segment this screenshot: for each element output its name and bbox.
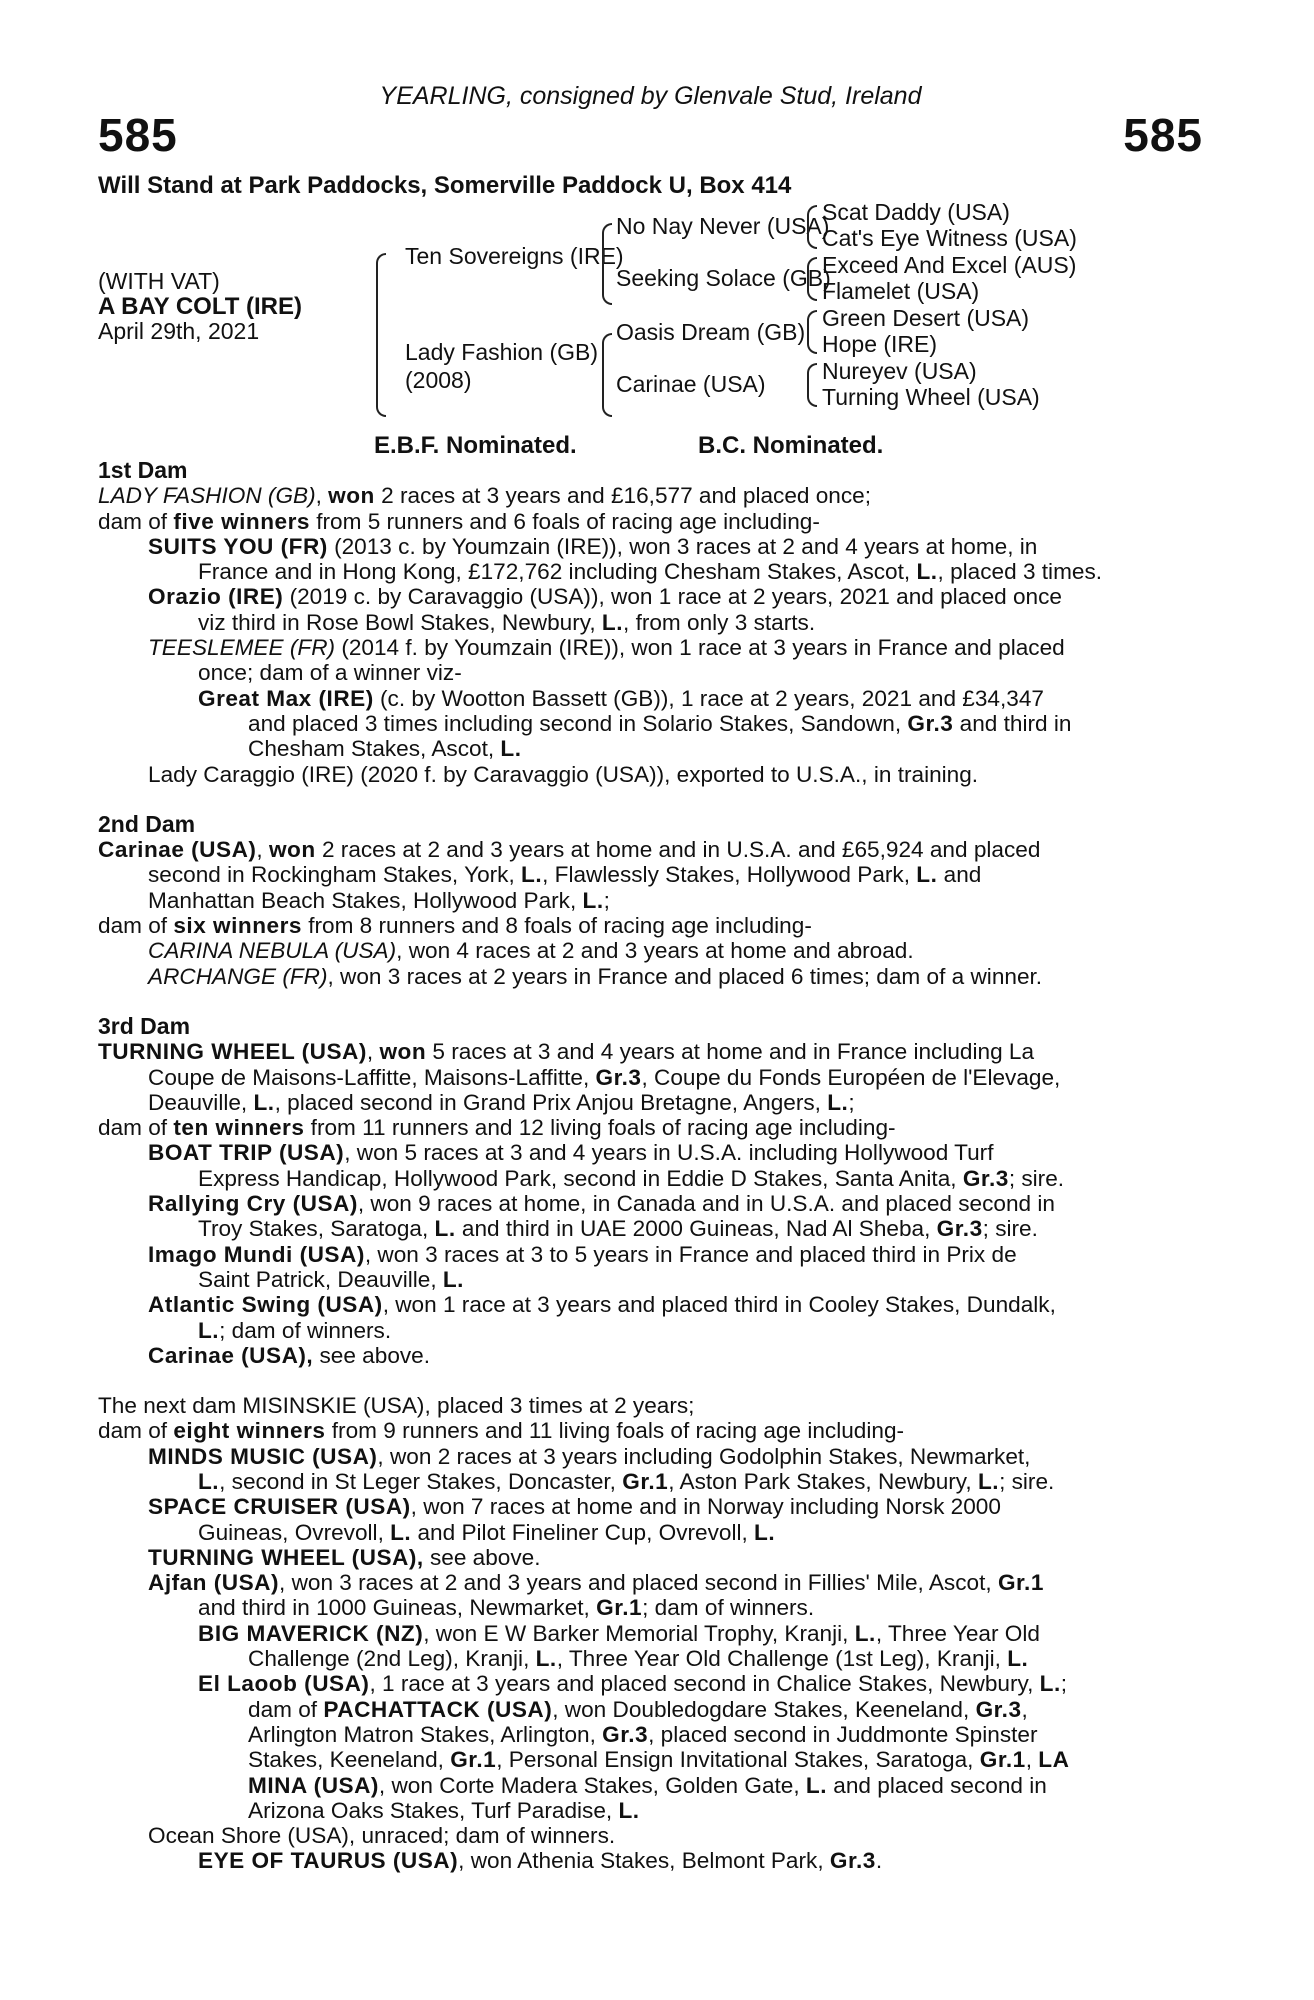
granddam-2: Flamelet (USA) bbox=[822, 278, 980, 304]
first-dam-heading: 1st Dam bbox=[98, 457, 188, 483]
sire-sire: No Nay Never (USA) bbox=[616, 213, 830, 239]
horse-name: A BAY COLT (IRE) bbox=[98, 293, 303, 320]
brace-g4 bbox=[807, 363, 817, 407]
dam: Lady Fashion (GB) bbox=[405, 339, 599, 365]
dam-sire: Oasis Dream (GB) bbox=[616, 319, 806, 345]
produce-great-max: Great Max (IRE) (c. by Wootton Bassett (GB)), 1 race at 2 years, 2021 and £34,347 and placed 3 times including second in Solario Stakes, Sandown, Gr.3 and third in Chesham Stakes, Ascot, L. bbox=[198, 685, 1072, 762]
brace-main bbox=[376, 253, 386, 417]
pedigree-table bbox=[98, 199, 1203, 430]
third-dam-produce: dam of ten winners from 11 runners and 12 living foals of racing age including- bbox=[98, 1115, 896, 1141]
grandsire-2: Exceed And Excel (AUS) bbox=[822, 252, 1077, 278]
produce-suits-you: SUITS YOU (FR) (2013 c. by Youmzain (IRE)), won 3 races at 2 and 4 years at home, in France and in Hong Kong, £172,762 including Chesham Stakes, Ascot, L., placed 3 times. bbox=[148, 533, 1103, 585]
produce-imago-mundi: Imago Mundi (USA), won 3 races at 3 to 5 years in France and placed third in Prix de Saint Patrick, Deauville, L. bbox=[148, 1241, 1017, 1292]
second-dam-record: Carinae (USA), won 2 races at 2 and 3 years at home and in U.S.A. and £65,924 and placed second in Rockingham Stakes, York, L., Flawlessly Stakes, Hollywood Park, L. and Manhattan Beach Stakes, Hollywood Park, L.; bbox=[98, 837, 1041, 913]
lot-number-left: 585 bbox=[98, 109, 178, 161]
produce-turning-wheel: TURNING WHEEL (USA), see above. bbox=[148, 1544, 541, 1570]
lot-number-right: 585 bbox=[1123, 109, 1203, 161]
brace-dam bbox=[602, 333, 612, 417]
produce-space-cruiser: SPACE CRUISER (USA), won 7 races at home and in Norway including Norsk 2000 Guineas, Ovrevoll, L. and Pilot Fineliner Cup, Ovrevoll, L. bbox=[148, 1494, 1001, 1545]
produce-rallying-cry: Rallying Cry (USA), won 9 races at home, in Canada and in U.S.A. and placed second in Troy Stakes, Saratoga, L. and third in UAE 2000 Guineas, Nad Al Sheba, Gr.3; sire. bbox=[148, 1191, 1055, 1242]
produce-boat-trip: BOAT TRIP (USA), won 5 races at 3 and 4 years in U.S.A. including Hollywood Turf Express Handicap, Hollywood Park, second in Eddie D Stakes, Santa Anita, Gr.3; sire. bbox=[148, 1140, 1065, 1191]
sire-dam: Seeking Solace (GB) bbox=[616, 265, 831, 291]
first-dam-record: LADY FASHION (GB), won 2 races at 3 years and £16,577 and placed once; bbox=[98, 483, 872, 509]
produce-atlantic-swing: Atlantic Swing (USA), won 1 race at 3 years and placed third in Cooley Stakes, Dundalk, L.; dam of winners. bbox=[148, 1292, 1056, 1343]
third-dam-heading: 3rd Dam bbox=[98, 1012, 191, 1039]
brace-g1 bbox=[807, 205, 817, 249]
granddam-1: Cat's Eye Witness (USA) bbox=[822, 225, 1077, 251]
granddam-3: Hope (IRE) bbox=[822, 331, 938, 357]
produce-el-laoob: El Laoob (USA), 1 race at 3 years and placed second in Chalice Stakes, Newbury, L.; dam of PACHATTACK (USA), won Doubledogdare Stakes, Keeneland, Gr.3, Arlington Matron Stakes, Arlington, Gr.3, placed second in Juddmonte Spinster Stakes, Keeneland, Gr.1, Personal Ensign Invitational Stakes, Saratoga, Gr.1, LA MINA (USA), won Corte Madera Stakes, Golden Gate, L. and placed second in Arizona Oaks Stakes, Turf Paradise, L. bbox=[198, 1671, 1070, 1823]
produce-big-maverick: BIG MAVERICK (NZ), won E W Barker Memorial Trophy, Kranji, L., Three Year Old Challenge (2nd Leg), Kranji, L., Three Year Old Challenge (1st Leg), Kranji, L. bbox=[198, 1620, 1040, 1672]
grandsire-3: Green Desert (USA) bbox=[822, 305, 1030, 331]
vat-label: (WITH VAT) bbox=[98, 268, 220, 294]
dam-year: (2008) bbox=[405, 367, 472, 393]
produce-ocean-shore: Ocean Shore (USA), unraced; dam of winners. bbox=[148, 1823, 616, 1849]
produce-teeslemee: TEESLEMEE (FR) (2014 f. by Youmzain (IRE)), won 1 race at 3 years in France and placed once; dam of a winner viz- bbox=[148, 635, 1065, 686]
second-dam-heading: 2nd Dam bbox=[98, 810, 196, 837]
produce-record bbox=[98, 458, 1203, 1874]
dam-dam: Carinae (USA) bbox=[616, 371, 766, 397]
produce-eye-of-taurus: EYE OF TAURUS (USA), won Athenia Stakes, Belmont Park, Gr.3. bbox=[198, 1848, 883, 1874]
foaling-date: April 29th, 2021 bbox=[98, 318, 260, 344]
produce-archange: ARCHANGE (FR), won 3 races at 2 years in France and placed 6 times; dam of a winner. bbox=[148, 963, 1043, 989]
stand-location: Will Stand at Park Paddocks, Somerville Paddock U, Box 414 bbox=[98, 172, 792, 199]
grandsire-4: Nureyev (USA) bbox=[822, 358, 977, 384]
second-dam-produce: dam of six winners from 8 runners and 8 foals of racing age including- bbox=[98, 913, 812, 939]
produce-orazio: Orazio (IRE) (2019 c. by Caravaggio (USA)), won 1 race at 2 years, 2021 and placed once viz third in Rose Bowl Stakes, Newbury, L., from only 3 starts. bbox=[148, 584, 1062, 635]
ebf-nomination: E.B.F. Nominated. bbox=[374, 432, 577, 459]
grandsire-1: Scat Daddy (USA) bbox=[822, 199, 1010, 225]
bc-nomination: B.C. Nominated. bbox=[698, 432, 884, 459]
consignment-line: YEARLING, consigned by Glenvale Stud, Ireland bbox=[379, 82, 922, 110]
third-dam-record: TURNING WHEEL (USA), won 5 races at 3 and 4 years at home and in France including La Coupe de Maisons-Laffitte, Maisons-Laffitte, Gr.3, Coupe du Fonds Européen de l'Elevage, Deauville, L., placed second in Grand Prix Anjou Bretagne, Angers, L.; bbox=[98, 1039, 1061, 1115]
produce-lady-caraggio: Lady Caraggio (IRE) (2020 f. by Caravaggio (USA)), exported to U.S.A., in training. bbox=[148, 761, 979, 787]
produce-ajfan: Ajfan (USA), won 3 races at 2 and 3 years and placed second in Fillies' Mile, Ascot, Gr.1 and third in 1000 Guineas, Newmarket, Gr.1; dam of winners. bbox=[148, 1570, 1044, 1621]
produce-carina-nebula: CARINA NEBULA (USA), won 4 races at 2 and 3 years at home and abroad. bbox=[148, 938, 914, 964]
brace-sire bbox=[602, 223, 612, 305]
produce-minds-music: MINDS MUSIC (USA), won 2 races at 3 years including Godolphin Stakes, Newmarket, L., second in St Leger Stakes, Doncaster, Gr.1, Aston Park Stakes, Newbury, L.; sire. bbox=[148, 1443, 1055, 1494]
produce-carinae: Carinae (USA), see above. bbox=[148, 1342, 431, 1368]
first-dam-produce: dam of five winners from 5 runners and 6 foals of racing age including- bbox=[98, 508, 820, 534]
granddam-4: Turning Wheel (USA) bbox=[822, 384, 1040, 410]
brace-g3 bbox=[807, 310, 817, 354]
next-dam-produce: dam of eight winners from 9 runners and 11 living foals of racing age including- bbox=[98, 1418, 905, 1444]
brace-g2 bbox=[807, 257, 817, 301]
sire: Ten Sovereigns (IRE) bbox=[405, 243, 624, 269]
next-dam-record: The next dam MISINSKIE (USA), placed 3 times at 2 years; bbox=[98, 1393, 695, 1419]
